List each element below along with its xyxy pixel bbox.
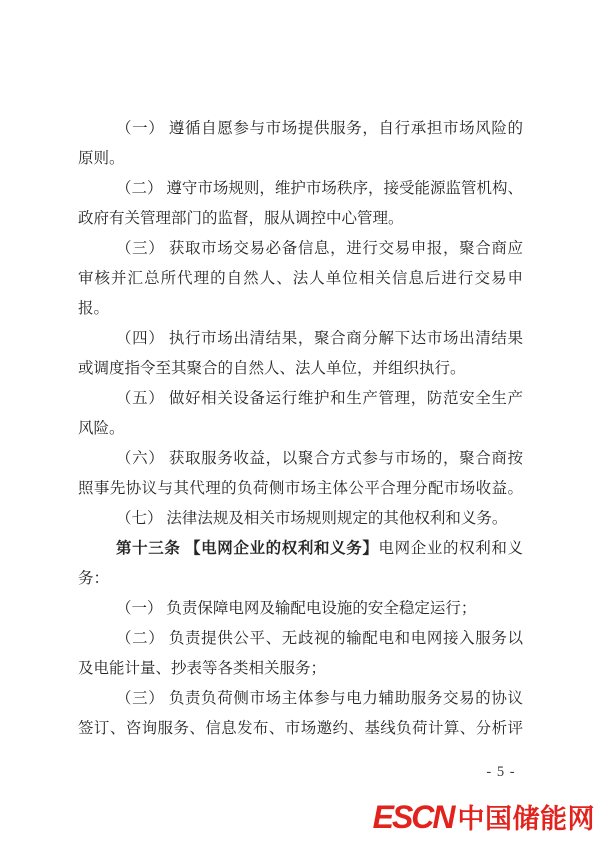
text-line: （二） 负责提供公平、无歧视的输配电和电网接入服务以 [116, 630, 523, 647]
bold-text-segment: 【电网企业的权利和义务】 [185, 540, 379, 557]
text-line: 政府有关管理部门的监督，服从调控中心管理。 [78, 210, 404, 227]
text-line [78, 534, 523, 564]
text-line: 原则。 [78, 150, 125, 167]
text-line: （三） 获取市场交易必备信息，进行交易申报，聚合商应 [116, 240, 523, 257]
text-line: （二） 遵守市场规则，维护市场秩序，接受能源监管机构、 [116, 180, 523, 197]
escn-logo [373, 799, 595, 837]
escn-logo-en-text: ESCN [372, 799, 454, 835]
text-line: 报。 [78, 300, 110, 317]
text-line: 及电能计量、抄表等各类相关服务； [78, 660, 327, 677]
escn-logo-zh-text: 中国储能网 [457, 804, 595, 834]
page-number: - 5 - [486, 764, 516, 780]
text-segment: 电网企业的权利和义 [378, 540, 523, 557]
text-line: 风险。 [78, 420, 125, 437]
text-line: （七） 法律法规及相关市场规则规定的其他权利和义务。 [116, 510, 508, 527]
text-line: （五） 做好相关设备运行维护和生产管理，防范安全生产 [116, 390, 523, 407]
document-body [78, 114, 523, 744]
text-line: 审核并汇总所代理的自然人、法人单位相关信息后进行交易申 [78, 270, 523, 287]
bold-text-segment: 第十三条 [116, 540, 181, 557]
text-line: 或调度指令至其聚合的自然人、法人单位，并组织执行。 [78, 360, 466, 377]
text-line: （四） 执行市场出清结果，聚合商分解下达市场出清结果 [116, 330, 523, 347]
text-line: 务： [78, 570, 110, 587]
text-line: 照事先协议与其代理的负荷侧市场主体公平合理分配市场收益。 [78, 480, 523, 497]
text-line: 签订、咨询服务、信息发布、市场邀约、基线负荷计算、分析评 [78, 720, 523, 737]
text-line: （一） 负责保障电网及输配电设施的安全稳定运行； [116, 600, 477, 617]
text-line: （三） 负责负荷侧市场主体参与电力辅助服务交易的协议 [116, 690, 523, 707]
text-line: （一） 遵循自愿参与市场提供服务，自行承担市场风险的 [116, 120, 523, 137]
text-line: （六） 获取服务收益，以聚合方式参与市场的，聚合商按 [116, 450, 523, 467]
